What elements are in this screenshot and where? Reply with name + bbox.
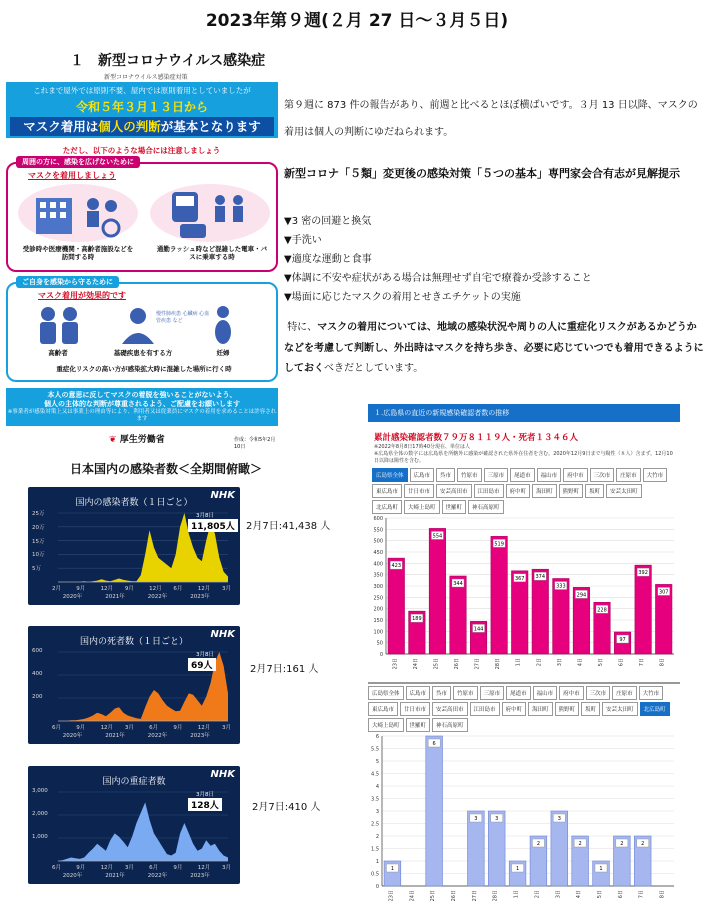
basics-item: ▼体調に不安や症状がある場合は無理せず自宅で療養か受診すること [284, 273, 592, 284]
national-heading: 日本国内の感染者数＜全期間俯瞰＞ [70, 462, 263, 476]
x-tick-label: 1日 [513, 890, 520, 899]
note1: ※2022年8月8日17時40分現在、単位は人 [374, 444, 471, 450]
nhk-logo: NHK [210, 490, 235, 501]
x-tick-label: 24日 [412, 658, 419, 670]
data-label: 2 [620, 841, 624, 847]
x-tick-label: 6日 [617, 890, 624, 899]
data-label: 189 [412, 616, 422, 623]
y-tick-label: 1 [375, 859, 379, 865]
city-button[interactable]: 三原市 [484, 468, 509, 482]
nhk-badge-value: 69人 [188, 658, 216, 671]
y-tick-label: 3 [375, 809, 379, 815]
poster-box-others [6, 158, 278, 272]
para-b: マスクの着用については、地域の感染状況や周りの人に重症化リスクがあるかどうかなどを考慮して判断し、外出時はマスクを持ち歩き、必要に応じていつでも着用できるようにしておく [284, 322, 704, 374]
city-button[interactable]: 福山市 [537, 468, 562, 482]
city-button[interactable]: 世羅町 [442, 500, 467, 514]
poster-box-self [6, 278, 278, 382]
mask-paragraph [284, 318, 704, 380]
para-a: 特に、 [287, 322, 318, 333]
y-tick-label: 6 [375, 734, 379, 740]
x-tick-label: 12月 [100, 865, 114, 871]
city-button[interactable]: 東広島市 [368, 702, 398, 716]
x-tick-label: 27日 [471, 890, 478, 902]
y-tick-label: 1,000 [32, 834, 48, 840]
hiroshima-total: 累計感染確認者数７９万８１１９人・死者１３４６人 [374, 433, 579, 443]
city-button[interactable]: 福山市 [533, 686, 558, 700]
nhk-deaths-side: 2月7日:161 人 [250, 664, 319, 675]
y-tick-label: 300 [373, 584, 383, 590]
year-label: 2022年 [147, 873, 168, 879]
divider [368, 682, 680, 684]
city-button[interactable]: 海田町 [532, 484, 557, 498]
x-tick-label: 5日 [597, 890, 603, 899]
y-tick-label: 2,000 [32, 811, 48, 817]
basics-item: ▼3 密の回避と換気 [284, 216, 372, 227]
x-tick-label: 26日 [451, 890, 457, 902]
city-button[interactable]: 三次市 [590, 468, 615, 482]
x-tick-label: 3月 [124, 865, 134, 871]
data-label: 2 [641, 841, 645, 847]
x-tick-label: 2日 [534, 890, 541, 899]
data-label: 97 [619, 637, 626, 644]
poster-band [6, 82, 278, 138]
data-label: 228 [597, 607, 607, 614]
y-tick-label: 5万 [32, 566, 41, 573]
box2-caption-disease: 基礎疾患を有する方 [113, 349, 173, 357]
nhk-badge-value: 128人 [188, 798, 222, 811]
data-label: 423 [391, 563, 402, 570]
basics-heading: 新型コロナ「５類」変更後の感染対策「５つの基本」専門家会合有志が見解提示 [284, 167, 680, 180]
bar [551, 811, 568, 886]
year-label: 2023年 [190, 594, 210, 600]
city-button[interactable]: 尾道市 [510, 468, 535, 482]
hiroshima-bar-title: １.広島県の直近の新規感染確認者数の推移 [368, 404, 680, 422]
data-label: 6 [432, 741, 436, 747]
y-tick-label: 350 [373, 572, 383, 579]
city-button[interactable]: 廿日市市 [404, 484, 434, 498]
y-tick-label: 250 [373, 595, 383, 602]
y-tick-label: 600 [373, 516, 383, 522]
data-label: 519 [494, 541, 504, 548]
city-button[interactable]: 大竹市 [639, 686, 664, 700]
x-tick-label: 6日 [618, 658, 625, 667]
city-button[interactable]: 三原市 [480, 686, 505, 700]
y-tick-label: 200 [32, 694, 43, 700]
x-tick-label: 27日 [474, 658, 481, 670]
y-tick-label: 5 [375, 759, 379, 765]
y-tick-label: 2.5 [371, 821, 379, 828]
box2-caption-elderly: 高齢者 [48, 349, 68, 357]
nhk-series-area [58, 802, 228, 861]
x-tick-label: 12月 [197, 725, 211, 731]
foot-line1: 本人の意思に反してマスクの着脱を強いることがないよう、 [47, 391, 237, 399]
page-title: 2023年第９週(２月 27 日〜３月５日) [205, 11, 509, 31]
year-label: 2023年 [190, 733, 210, 739]
city-button[interactable]: 府中町 [506, 484, 531, 498]
city-button[interactable]: 広島市 [406, 686, 431, 700]
bar [635, 565, 651, 654]
year-label: 2020年 [62, 594, 83, 600]
y-tick-label: 0.5 [371, 871, 379, 878]
x-tick-label: 3月 [222, 586, 231, 592]
year-label: 2020年 [62, 733, 83, 739]
city-button[interactable]: 広島県全体 [368, 686, 404, 700]
data-label: 367 [514, 575, 525, 582]
hiroshima-severe-card [368, 682, 680, 912]
x-tick-label: 7日 [638, 890, 645, 899]
x-tick-label: 2月 [52, 586, 61, 592]
x-tick-label: 3日 [556, 658, 563, 667]
y-tick-label: 15万 [32, 538, 45, 545]
data-label: 344 [453, 581, 463, 588]
city-button[interactable]: 府中市 [563, 468, 588, 482]
nhk-badge-value: 11,805人 [188, 519, 238, 532]
x-tick-label: 6月 [149, 725, 159, 731]
poster-date: 作成：令和5年2月10日 [234, 437, 276, 450]
foot-note: ※事業者が感染対策上又は事業上の理由等により、利用者又は従業員にマスクの着用を求めることは許容されます [7, 409, 277, 423]
note2: ※広島県全体の数字には広島県を所轄外に感染が確認された県外在住者を含む。2020年12月9日まで与陽性（８人）含まず。12月10日以降は陽性を含む。 [374, 451, 673, 464]
nhk-badge-date: 3月8日 [196, 513, 214, 519]
intro-text: 第９週に 873 件の報告があり、前週と比べるとほぼ横ばいです。３月 13 日以降、マスクの着用は個人の判断にゆだねられます。 [284, 100, 698, 138]
poster-band-line1: これまで屋外では原則不要、屋内では原則着用としていましたが [33, 86, 251, 95]
box2-sub: マスク着用が効果的です [38, 291, 126, 300]
x-tick-label: 4日 [577, 658, 584, 667]
bar [426, 736, 443, 886]
y-tick-label: 20万 [32, 524, 45, 531]
x-tick-label: 12月 [197, 586, 211, 592]
year-label: 2020年 [62, 873, 83, 879]
city-button[interactable]: 広島市 [410, 468, 435, 482]
y-tick-label: 3.5 [371, 796, 379, 803]
year-label: 2022年 [147, 594, 168, 600]
city-button[interactable]: 大竹市 [643, 468, 668, 482]
city-button[interactable]: 北広島町 [640, 702, 670, 716]
x-tick-label: 2日 [536, 658, 543, 667]
nhk-title: 国内の死者数（１日ごと） [79, 637, 188, 647]
city-button[interactable]: 北広島町 [372, 500, 402, 514]
data-label: 333 [556, 583, 566, 590]
box2-tab: ご自身を感染から守るために [16, 276, 119, 288]
data-label: 1 [515, 866, 520, 872]
year-label: 2021年 [105, 733, 125, 739]
x-tick-label: 6月 [173, 586, 183, 592]
x-tick-label: 26日 [454, 658, 460, 670]
x-tick-label: 9月 [76, 865, 86, 871]
year-label: 2023年 [190, 873, 210, 879]
x-tick-label: 8日 [659, 658, 666, 667]
nhk-title: 国内の感染者数（１日ごと） [75, 498, 193, 508]
x-tick-label: 6月 [52, 865, 61, 871]
x-tick-label: 7日 [639, 658, 646, 667]
basics-list [284, 212, 592, 307]
nhk-severe-side: 2月7日:410 人 [252, 802, 321, 813]
section-title: １ 新型コロナウイルス感染症 [70, 53, 266, 69]
x-tick-label: 28日 [495, 658, 502, 670]
ministry-logo [109, 432, 165, 445]
box2-icon-note: 慢性肺疾患 心臓病 心血管疾患 など [156, 311, 210, 324]
y-tick-label: 600 [32, 648, 43, 654]
year-label: 2022年 [147, 733, 168, 739]
hiroshima-note [374, 444, 674, 465]
y-tick-label: 5.5 [371, 746, 379, 753]
x-tick-label: 9月 [173, 725, 183, 731]
city-button[interactable]: 神石高原町 [432, 718, 468, 732]
x-tick-label: 9月 [124, 586, 134, 592]
para-c: べきだとしています。 [324, 363, 424, 374]
x-tick-label: 25日 [433, 658, 440, 670]
train-icon [150, 184, 270, 242]
bar [488, 811, 505, 886]
nhk-badge-date: 3月8日 [196, 652, 214, 658]
y-tick-label: 10万 [32, 552, 45, 559]
bar [511, 571, 527, 654]
city-button[interactable]: 廿日市市 [400, 702, 430, 716]
y-tick-label: 100 [373, 629, 383, 636]
nhk-deaths-panel [28, 626, 240, 744]
city-button[interactable]: 坂町 [581, 702, 600, 716]
city-button[interactable]: 熊野町 [555, 702, 580, 716]
data-label: 392 [638, 570, 648, 577]
x-tick-label: 3月 [124, 725, 134, 731]
headline-a: マスク着用は [23, 119, 99, 134]
bar [532, 569, 548, 654]
data-label: 3 [557, 816, 561, 822]
data-label: 1 [390, 866, 395, 872]
city-button[interactable]: 尾道市 [506, 686, 531, 700]
bar [468, 811, 485, 886]
y-tick-label: 450 [373, 550, 383, 556]
y-tick-label: 4 [375, 784, 379, 790]
x-tick-label: 3月 [222, 865, 231, 871]
x-tick-label: 9月 [173, 865, 183, 871]
y-tick-label: 3,000 [32, 788, 48, 794]
poster-small-title: 新型コロナウイルス感染症対策 [104, 74, 188, 81]
x-tick-label: 1日 [515, 658, 522, 667]
nhk-logo: NHK [210, 629, 235, 640]
y-tick-label: 200 [373, 606, 383, 613]
x-tick-label: 6月 [52, 725, 61, 731]
poster-footer [6, 388, 278, 426]
train-illustration [150, 184, 270, 242]
data-label: 307 [658, 589, 669, 596]
x-tick-label: 4日 [576, 890, 583, 899]
city-button[interactable]: 府中町 [502, 702, 527, 716]
y-tick-label: 50 [376, 640, 383, 647]
city-button[interactable]: 東広島市 [372, 484, 402, 498]
data-label: 294 [576, 592, 587, 599]
x-tick-label: 28日 [492, 890, 499, 902]
basics-item: ▼手洗い [284, 235, 322, 246]
risk-group-icons [18, 304, 268, 348]
city-button[interactable]: 大崎上島町 [404, 500, 440, 514]
headline-c: が基本となります [160, 119, 261, 134]
x-tick-label: 9月 [76, 725, 86, 731]
headline-b: 個人の判断 [98, 119, 161, 134]
city-buttons-1 [372, 468, 672, 514]
city-button[interactable]: 府中市 [559, 686, 584, 700]
y-tick-label: 2 [375, 834, 379, 840]
x-tick-label: 5日 [598, 658, 604, 667]
hospital-illustration [18, 184, 138, 242]
y-tick-label: 400 [32, 671, 43, 677]
x-tick-label: 3月 [222, 725, 231, 731]
city-buttons-2 [368, 686, 672, 732]
year-label: 2021年 [105, 873, 125, 879]
y-tick-label: 400 [373, 561, 383, 568]
x-tick-label: 24日 [409, 890, 416, 902]
hiroshima-chart-card [368, 404, 680, 680]
city-button[interactable]: 安芸太田町 [602, 702, 638, 716]
bar [553, 579, 569, 654]
box2-bottom: 重症化リスクの高い方が感染拡大時に混雑した場所に行く時 [56, 365, 232, 373]
y-tick-label: 4.5 [371, 771, 379, 778]
y-tick-label: 0 [375, 884, 379, 890]
city-button[interactable]: 坂町 [585, 484, 604, 498]
x-tick-label: 12月 [197, 865, 211, 871]
ministry-name: 厚生労働省 [119, 435, 165, 445]
y-tick-label: 150 [373, 618, 383, 624]
city-button[interactable]: 世羅町 [406, 718, 431, 732]
x-tick-label: 23日 [388, 890, 395, 902]
city-button[interactable]: 神石高原町 [468, 500, 504, 514]
data-label: 3 [495, 816, 499, 822]
y-tick-label: 550 [373, 527, 383, 534]
box1-caption-train: 通勤ラッシュ時など混雑した電車・バスに乗車する時 [156, 245, 268, 261]
city-button[interactable]: 庄原市 [612, 686, 637, 700]
city-button[interactable]: 竹原市 [453, 686, 478, 700]
nhk-cases-panel [28, 487, 240, 605]
data-label: 3 [474, 816, 478, 822]
bar [388, 558, 404, 654]
bar [491, 536, 507, 654]
city-button[interactable]: 三次市 [586, 686, 611, 700]
year-label: 2021年 [105, 594, 125, 600]
city-button[interactable]: 竹原市 [457, 468, 482, 482]
x-tick-label: 23日 [392, 658, 399, 670]
nhk-logo: NHK [210, 769, 235, 780]
city-button[interactable]: 安芸高田市 [436, 484, 472, 498]
city-button[interactable]: 安芸太田町 [606, 484, 642, 498]
ministry-logo-icon: ❦ [109, 435, 117, 445]
data-label: 2 [578, 841, 582, 847]
nhk-cases-side: 2月7日:41,438 人 [246, 521, 331, 532]
city-button[interactable]: 安芸高田市 [432, 702, 468, 716]
data-label: 374 [535, 574, 546, 581]
city-button[interactable]: 海田町 [528, 702, 553, 716]
poster-band-date: 令和５年３月１３日から [75, 100, 208, 114]
city-button[interactable]: 呉市 [436, 468, 455, 482]
bar [429, 528, 445, 654]
city-button[interactable]: 熊野町 [559, 484, 584, 498]
x-tick-label: 9月 [76, 586, 86, 592]
data-label: 1 [599, 866, 603, 872]
city-button[interactable]: 広島県全体 [372, 468, 408, 482]
city-button[interactable]: 江田島市 [470, 702, 500, 716]
x-tick-label: 3日 [555, 890, 562, 899]
box1-tab: 周囲の方に、感染を広げないために [16, 156, 140, 168]
poster-note: ただし、以下のような場合には注意しましょう [62, 146, 221, 155]
y-tick-label: 1.5 [371, 846, 379, 853]
city-button[interactable]: 庄原市 [616, 468, 641, 482]
poster-band-headline [10, 117, 274, 136]
bar [450, 576, 466, 654]
data-label: 144 [473, 626, 484, 633]
y-tick-label: 25万 [32, 511, 45, 517]
x-tick-label: 12月 [100, 725, 114, 731]
x-tick-label: 6月 [149, 865, 159, 871]
x-tick-label: 8日 [659, 890, 666, 899]
x-tick-label: 25日 [430, 890, 437, 902]
mask-poster [4, 70, 279, 450]
x-tick-label: 12月 [100, 586, 114, 592]
data-label: 554 [432, 533, 443, 540]
foot-line2: 個人の主体的な判断が尊重されるよう、ご配慮をお願いします [44, 400, 240, 409]
hospital-icon [18, 184, 138, 242]
box2-caption-pregnant: 妊婦 [216, 349, 230, 357]
box1-caption-hospital: 受診時や医療機関・高齢者施設などを訪問する時 [22, 245, 134, 261]
nhk-badge-date: 3月8日 [196, 792, 214, 798]
y-tick-label: 500 [373, 538, 383, 545]
hiroshima-cases-chart [368, 514, 680, 680]
y-tick-label: 0 [379, 652, 383, 658]
hiroshima-severe-chart [368, 732, 680, 912]
box1-sub: マスクを着用しましょう [28, 171, 116, 180]
city-button[interactable]: 呉市 [432, 686, 451, 700]
city-button[interactable]: 江田島市 [474, 484, 504, 498]
city-button[interactable]: 大崎上島町 [368, 718, 404, 732]
data-label: 2 [536, 841, 541, 847]
nhk-title: 国内の重症者数 [102, 777, 166, 787]
nhk-severe-panel [28, 766, 240, 884]
basics-item: ▼場面に応じたマスクの着用とせきエチケットの実施 [284, 292, 521, 303]
x-tick-label: 12月 [149, 586, 162, 592]
basics-item: ▼適度な運動と食事 [284, 254, 372, 265]
